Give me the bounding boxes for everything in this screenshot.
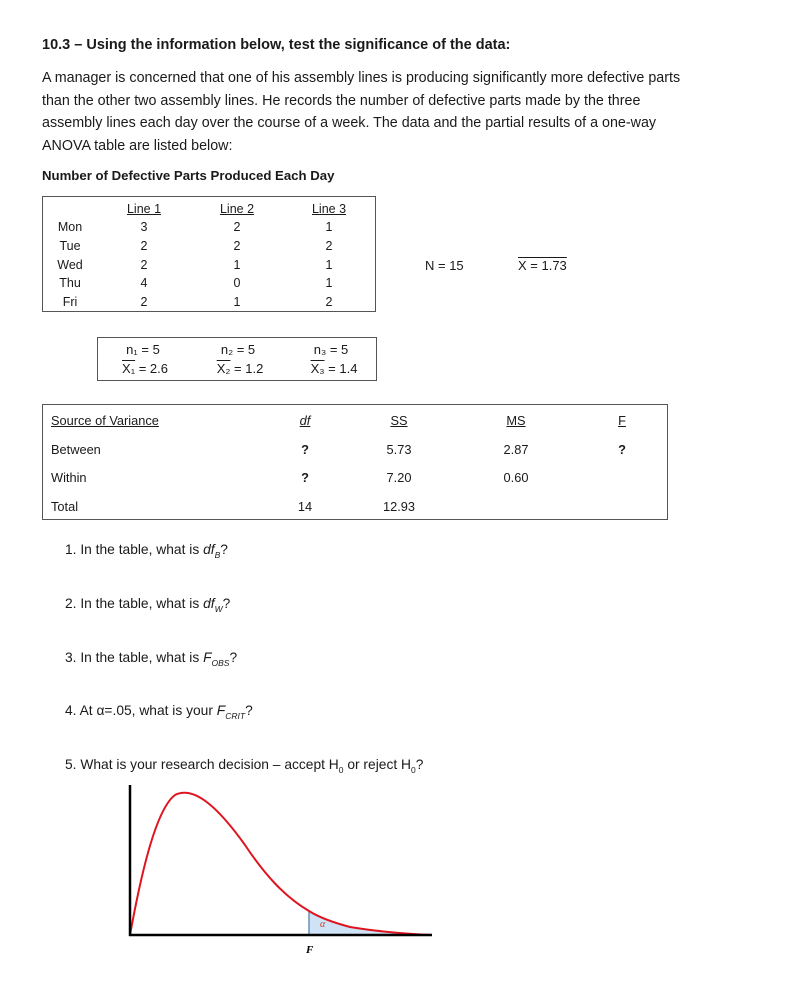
question-var: df	[203, 542, 215, 557]
question-var: F	[216, 703, 226, 718]
anova-table	[42, 404, 668, 520]
table-cell: 2	[140, 239, 148, 253]
group-n: n₃ = 5	[313, 342, 349, 357]
question-5	[65, 757, 423, 775]
table-heading: Number of Defective Parts Produced Each Day	[42, 168, 335, 183]
table-cell: 2	[233, 239, 241, 253]
defective-parts-table	[42, 196, 376, 312]
anova-row-label: Total	[51, 499, 79, 514]
question-end: ?	[220, 542, 228, 557]
anova-cell: 2.87	[503, 442, 529, 457]
header-ms: MS	[506, 413, 526, 428]
question-text: 1. In the table, what is	[65, 542, 204, 557]
group-mean-symbol: X₁	[122, 361, 136, 376]
table-cell: 2	[325, 239, 333, 253]
anova-cell: 12.93	[382, 499, 416, 514]
row-day: Tue	[59, 239, 81, 253]
anova-cell: 14	[297, 499, 313, 514]
group-mean	[311, 361, 358, 376]
question-text: or reject H	[343, 757, 411, 772]
table-cell: 4	[140, 276, 148, 290]
anova-cell: ?	[301, 470, 309, 485]
paragraph-line: ANOVA table are listed below:	[42, 137, 233, 154]
question-sub: W	[214, 603, 223, 614]
anova-row-label: Within	[51, 470, 87, 485]
row-day: Fri	[62, 295, 78, 309]
question-4	[65, 703, 253, 721]
n-total: N = 15	[425, 258, 464, 273]
question-text: 5. What is your research decision – accept H	[65, 757, 339, 772]
anova-cell: ?	[618, 442, 626, 457]
table-cell: 1	[325, 220, 333, 234]
header-df: df	[299, 413, 311, 428]
problem-paragraph	[42, 67, 754, 157]
group-mean-value: = 1.4	[324, 361, 358, 376]
paragraph-line: assembly lines each day over the course of a week. The data and the partial results of a one-way	[42, 115, 657, 131]
question-1	[65, 542, 228, 560]
f-label: F	[306, 944, 314, 956]
column-header-line-3: Line 3	[311, 202, 347, 216]
column-header-line-2: Line 2	[219, 202, 255, 216]
group-mean	[217, 361, 264, 376]
question-end: ?	[245, 703, 253, 718]
alpha-label: α	[320, 919, 326, 930]
table-cell: 2	[325, 295, 333, 309]
question-2	[65, 596, 230, 614]
group-mean-symbol: X₂	[216, 361, 231, 376]
question-text: 2. In the table, what is	[65, 596, 204, 611]
question-end: ?	[229, 650, 238, 665]
question-sub: CRIT	[225, 710, 246, 721]
anova-cell: 0.60	[503, 470, 529, 485]
group-mean-value: = 1.2	[230, 361, 264, 376]
header-ss: SS	[390, 413, 408, 428]
question-text: 3. In the table, what is	[65, 650, 204, 665]
question-end: ?	[222, 596, 231, 611]
problem-title: 10.3 – Using the information below, test the significance of the data:	[42, 37, 511, 53]
question-sub: 0	[410, 764, 416, 775]
column-header-line-1: Line 1	[126, 202, 162, 216]
group-n: n₂ = 5	[220, 342, 256, 357]
paragraph-line: than the other two assembly lines. He records the number of defective parts made by the three	[42, 92, 641, 109]
table-cell: 3	[140, 220, 148, 234]
paragraph-line: A manager is concerned that one of his assembly lines is producing significantly more defective parts	[42, 70, 681, 86]
group-summary-box	[97, 337, 377, 381]
header-f: F	[618, 413, 626, 428]
alpha-region	[309, 911, 432, 935]
question-text: 4. At α=.05, what is your	[65, 703, 217, 718]
row-day: Wed	[57, 258, 83, 272]
grand-mean	[518, 258, 567, 273]
anova-cell: ?	[301, 442, 309, 457]
group-mean-symbol: X₃	[310, 361, 325, 376]
table-cell: 1	[233, 295, 241, 309]
table-cell: 1	[325, 276, 333, 290]
question-sub: B	[214, 549, 221, 560]
anova-cell: 7.20	[386, 470, 412, 485]
table-cell: 2	[140, 258, 148, 272]
question-sub: 0	[338, 764, 344, 775]
f-distribution-graph	[120, 780, 450, 960]
row-day: Mon	[57, 220, 83, 234]
table-cell: 2	[140, 295, 148, 309]
anova-cell: 5.73	[386, 442, 412, 457]
question-sub: OBS	[211, 657, 230, 668]
group-n: n₁ = 5	[126, 342, 160, 357]
header-source: Source of Variance	[51, 413, 159, 428]
f-curve	[130, 793, 432, 935]
question-3	[65, 650, 237, 668]
row-day: Thu	[59, 276, 81, 290]
question-var: F	[203, 650, 212, 665]
table-cell: 1	[325, 258, 333, 272]
table-cell: 0	[233, 276, 241, 290]
group-mean-value: = 2.6	[135, 361, 168, 376]
anova-row-label: Between	[51, 442, 101, 457]
grand-mean-value: X = 1.73	[518, 258, 567, 273]
question-var: df	[203, 596, 215, 611]
question-end: ?	[415, 757, 424, 772]
table-cell: 2	[233, 220, 241, 234]
group-mean	[122, 361, 168, 376]
table-cell: 1	[233, 258, 241, 272]
